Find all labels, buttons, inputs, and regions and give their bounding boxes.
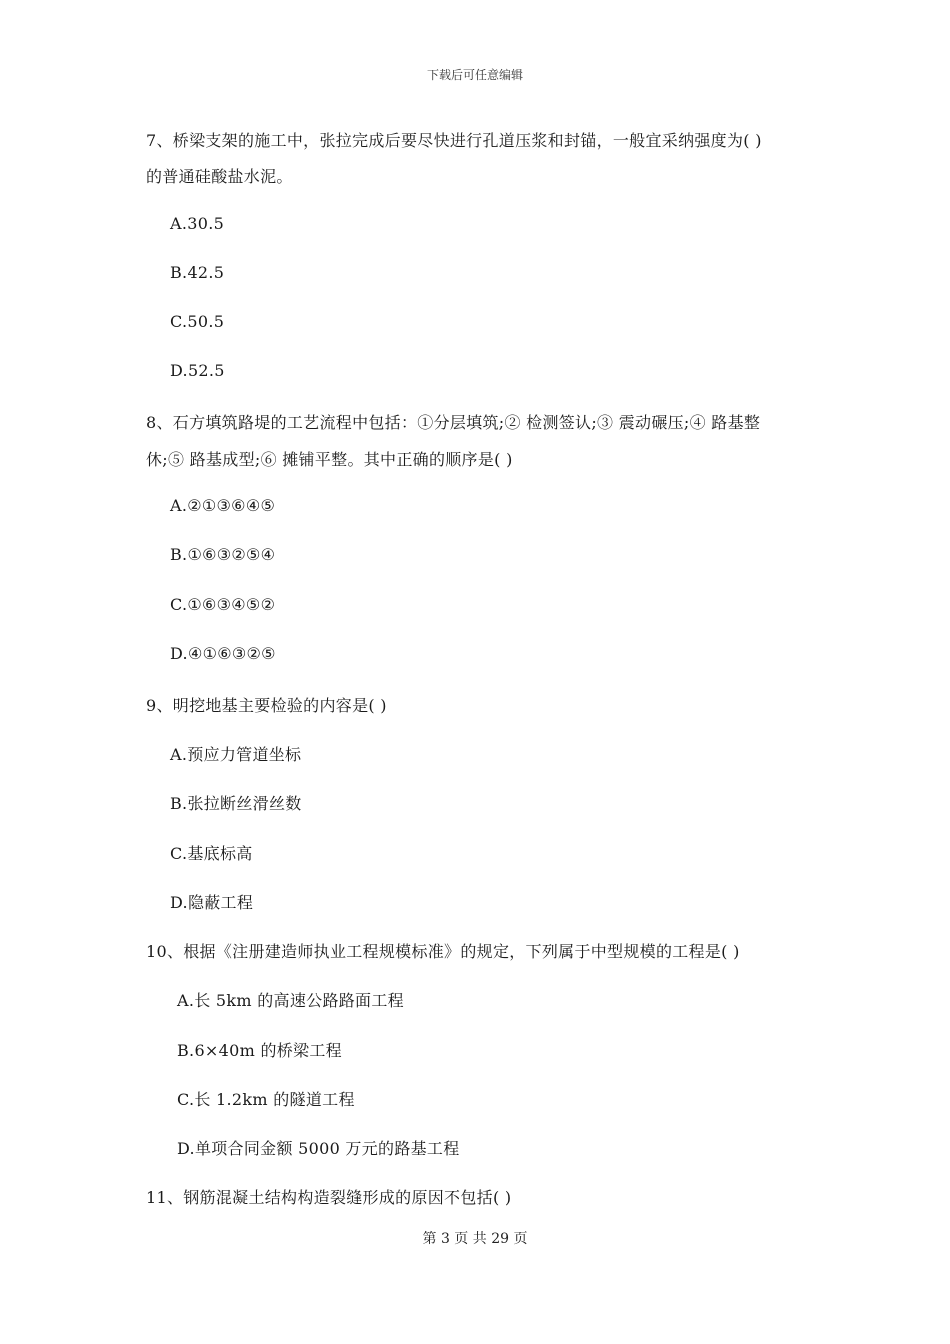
question-8-line-1: 8、石方填筑路堤的工艺流程中包括：①分层填筑;② 检测签认;③ 震动碾压;④ 路基整: [146, 413, 761, 432]
question-11-line-1: 11、钢筋混凝土结构构造裂缝形成的原因不包括( ): [146, 1188, 512, 1207]
question-8-option-d: D.④①⑥③②⑤: [170, 644, 276, 663]
question-7-option-a: A.30.5: [170, 214, 225, 233]
question-9-option-b: B.张拉断丝滑丝数: [170, 794, 302, 813]
question-10-option-d: D.单项合同金额 5000 万元的路基工程: [177, 1139, 460, 1158]
question-9-option-c: C.基底标高: [170, 844, 253, 863]
question-7-line-1: 7、桥梁支架的施工中，张拉完成后要尽快进行孔道压浆和封锚，一般宜采纳强度为( ): [146, 131, 762, 150]
question-8-option-a: A.②①③⑥④⑤: [170, 496, 276, 515]
question-7-option-c: C.50.5: [170, 312, 225, 331]
question-7-line-2: 的普通硅酸盐水泥。: [146, 167, 293, 186]
question-9-option-d: D.隐蔽工程: [170, 893, 254, 912]
question-7-option-d: D.52.5: [170, 361, 225, 380]
question-10-option-c: C.长 1.2km 的隧道工程: [177, 1090, 355, 1109]
question-8-option-b: B.①⑥③②⑤④: [170, 545, 276, 564]
question-10-line-1: 10、根据《注册建造师执业工程规模标准》的规定，下列属于中型规模的工程是( ): [146, 942, 740, 961]
question-10-option-a: A.长 5km 的高速公路路面工程: [177, 991, 404, 1010]
question-8-line-2: 休;⑤ 路基成型;⑥ 摊铺平整。其中正确的顺序是( ): [146, 450, 513, 469]
question-9-line-1: 9、明挖地基主要检验的内容是( ): [146, 696, 387, 715]
question-7-option-b: B.42.5: [170, 263, 225, 282]
page-header: 下载后可任意编辑: [426, 68, 523, 82]
question-8-option-c: C.①⑥③④⑤②: [170, 595, 276, 614]
page-footer: 第 3 页 共 29 页: [422, 1231, 528, 1247]
question-9-option-a: A.预应力管道坐标: [170, 745, 302, 764]
question-10-option-b: B.6×40m 的桥梁工程: [177, 1041, 342, 1060]
